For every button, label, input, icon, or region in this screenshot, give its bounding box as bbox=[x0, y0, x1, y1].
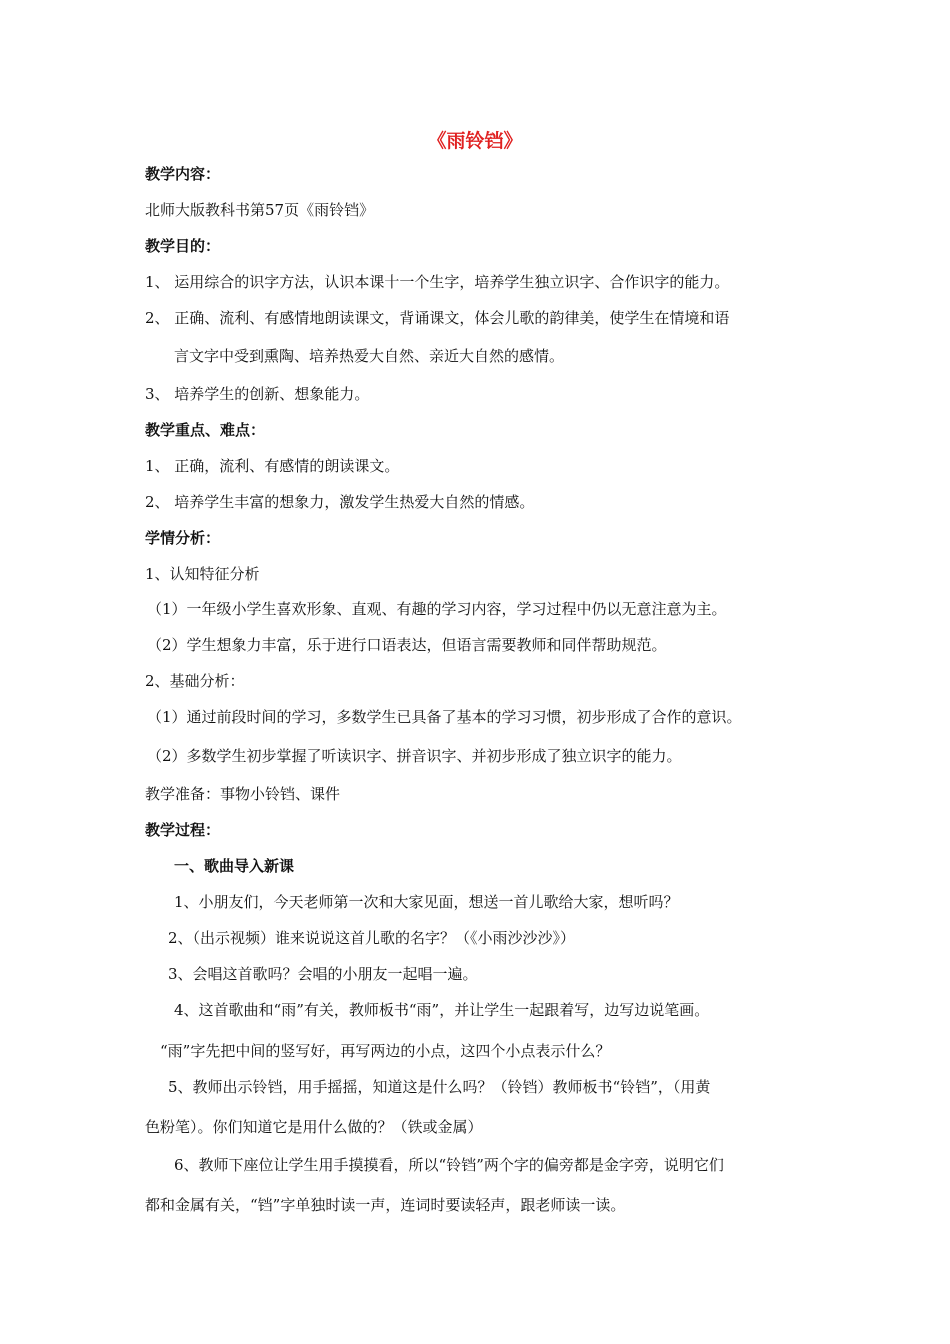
paragraph-line: 色粉笔）。你们知道它是用什么做的？（铁或金属） bbox=[145, 1118, 483, 1136]
paragraph-line: 1、认知特征分析 bbox=[145, 565, 260, 583]
paragraph-line: （1）通过前段时间的学习，多数学生已具备了基本的学习习惯，初步形成了合作的意识。 bbox=[147, 708, 742, 726]
paragraph-line: 3、会唱这首歌吗？会唱的小朋友一起唱一遍。 bbox=[168, 965, 478, 983]
paragraph-line: “雨”字先把中间的竖写好，再写两边的小点，这四个小点表示什么？ bbox=[160, 1042, 611, 1060]
paragraph-line: 1、小朋友们，今天老师第一次和大家见面，想送一首儿歌给大家，想听吗？ bbox=[174, 893, 679, 911]
paragraph-line: 1、 正确，流利、有感情的朗读课文。 bbox=[145, 457, 400, 475]
heading-key-points: 教学重点、难点： bbox=[145, 421, 266, 439]
paragraph-line: （2）多数学生初步掌握了听读识字、拼音识字、并初步形成了独立识字的能力。 bbox=[147, 747, 682, 765]
paragraph-line: 北师大版教科书第57页《雨铃铛》 bbox=[145, 201, 375, 219]
paragraph-line: 教学准备：事物小铃铛、课件 bbox=[145, 785, 341, 803]
paragraph-line: 3、 培养学生的创新、想象能力。 bbox=[145, 385, 370, 403]
paragraph-line: （2）学生想象力丰富，乐于进行口语表达，但语言需要教师和同伴帮助规范。 bbox=[147, 636, 667, 654]
heading-process: 教学过程： bbox=[145, 821, 221, 839]
paragraph-line: 4、这首歌曲和“雨”有关，教师板书“雨”，并让学生一起跟着写，边写边说笔画。 bbox=[174, 1001, 710, 1019]
heading-content: 教学内容： bbox=[145, 165, 221, 183]
paragraph-line: 1、 运用综合的识字方法，认识本课十一个生字，培养学生独立识字、合作识字的能力。 bbox=[145, 273, 730, 291]
document-title: 《雨铃铛》 bbox=[427, 130, 523, 152]
paragraph-line: 6、教师下座位让学生用手摸摸看，所以“铃铛”两个字的偏旁都是金字旁，说明它们 bbox=[174, 1156, 724, 1174]
paragraph-line: （1）一年级小学生喜欢形象、直观、有趣的学习内容，学习过程中仍以无意注意为主。 bbox=[147, 600, 727, 618]
paragraph-line: 2、（出示视频）谁来说说这首儿歌的名字？（《小雨沙沙沙》） bbox=[168, 929, 576, 947]
heading-objectives: 教学目的： bbox=[145, 237, 221, 255]
paragraph-line: 2、 正确、流利、有感情地朗读课文，背诵课文，体会儿歌的韵律美，使学生在情境和语 bbox=[145, 309, 730, 327]
paragraph-line: 言文字中受到熏陶、培养热爱大自然、亲近大自然的感情。 bbox=[174, 347, 565, 365]
paragraph-line: 都和金属有关，“铛”字单独时读一声，连词时要读轻声，跟老师读一读。 bbox=[145, 1196, 626, 1214]
heading-analysis: 学情分析： bbox=[145, 529, 221, 547]
paragraph-line: 2、基础分析： bbox=[145, 672, 245, 690]
paragraph-line: 2、 培养学生丰富的想象力，激发学生热爱大自然的情感。 bbox=[145, 493, 535, 511]
paragraph-line: 5、教师出示铃铛，用手摇摇，知道这是什么吗？（铃铛）教师板书“铃铛”，（用黄 bbox=[168, 1078, 711, 1096]
subheading-step-1: 一、歌曲导入新课 bbox=[174, 857, 295, 875]
